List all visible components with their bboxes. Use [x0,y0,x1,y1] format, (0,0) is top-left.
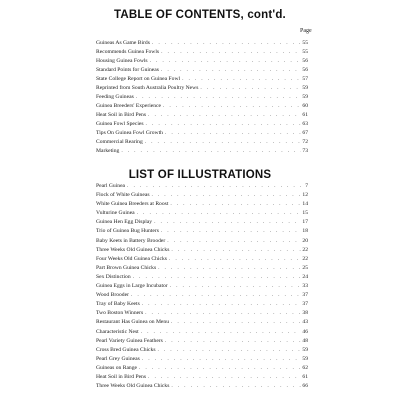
dot-leader [167,255,301,264]
illustration-entry-page-number: 61 [302,373,308,380]
toc-entry-title: Tips On Guinea Fowl Growth [96,130,163,136]
dot-leader [168,200,301,209]
illustration-entry-page-number: 22 [302,255,308,262]
dot-leader [129,291,301,300]
dot-leader [119,147,301,156]
illustration-entry-page-number: 37 [302,301,308,308]
illustration-entry [96,337,308,346]
dot-leader [134,93,301,102]
illustration-entry-page-number: 20 [302,237,308,244]
illustration-entry [96,264,308,273]
dot-leader [139,328,301,337]
illustration-entry [96,209,308,218]
illustration-entry [96,328,308,337]
toc-entry-title: Commercial Rearing [96,139,143,145]
dot-leader [125,182,301,191]
toc-entry [96,84,308,93]
illustration-entry [96,382,308,391]
dot-leader [137,364,301,373]
dot-leader [143,309,301,318]
illustration-entry-title: Three Weeks Old Guinea Chicks [96,246,170,253]
illustration-entry-title: Four Weeks Old Guinea Chicks [96,255,167,262]
toc-entry-page-number: 56 [302,58,308,64]
illustration-entry-title: Sex Distinction [96,273,131,280]
toc-entry [96,147,308,156]
illustration-entry-title: Pearl Variety Guinea Feathers [96,337,163,344]
toc-entry-title: Guinea Breeders' Experience [96,103,161,109]
illustration-entry [96,355,308,364]
dot-leader [143,138,301,147]
illustration-entry-title: Vulturine Guinea [96,210,135,217]
toc-entry-page-number: 63 [302,121,308,127]
dot-leader [165,237,301,246]
dot-leader [169,382,301,391]
illustration-entry-title: Flock of White Guineas [96,192,150,199]
illustration-entry-title: Three Weeks Old Guinea Chicks [96,383,170,390]
dot-leader [163,129,301,138]
dot-leader [161,102,301,111]
illustration-entry [96,227,308,236]
illustration-entry-title: Guineas on Range [96,364,138,371]
toc-entry-page-number: 60 [302,103,308,109]
illustration-entry [96,364,308,373]
toc-entry [96,57,308,66]
dot-leader [146,111,301,120]
illustration-entry [96,373,308,382]
dot-leader [159,227,301,236]
toc-entry-title: Standard Points for Guineas [96,67,159,73]
illustration-entry-title: Characteristic Nest [96,328,139,335]
toc-entry-title: Reprinted from South Australia Poultry News [96,85,199,91]
illustration-entry [96,246,308,255]
illustration-entry-page-number: 22 [302,246,308,253]
dot-leader [131,273,301,282]
toc-entry-title: Feeding Guineas [96,94,134,100]
dot-leader [152,218,301,227]
illustration-entry-page-number: 43 [302,319,308,326]
toc-entry [96,48,308,57]
illustration-entry-title: Cross Bred Guinea Chicks [96,346,156,353]
illustration-entry-page-number: 59 [302,355,308,362]
toc-entry-page-number: 55 [302,40,308,46]
toc-entry-title: Heat Soil in Bird Pens [96,112,147,118]
toc-entry-title: Marketing [96,148,120,154]
toc-entry [96,102,308,111]
dot-leader [150,191,302,200]
illustration-entry-title: Trio of Guinea Bug Hunters [96,228,159,235]
illustration-entry-page-number: 15 [302,210,308,217]
toc-entry-page-number: 72 [302,139,308,145]
toc-entry-page-number: 67 [302,130,308,136]
toc-entry-title: Guineas As Game Birds [96,40,150,46]
illustration-entry-page-number: 38 [302,310,308,317]
toc-entry [96,93,308,102]
illustrations-heading: LIST OF ILLUSTRATIONS [128,169,272,181]
illustration-entry-title: Two Boston Winners [96,310,144,317]
illustration-entry-page-number: 59 [302,346,308,353]
illustration-entry-page-number: 18 [302,228,308,235]
illustration-entry-page-number: 17 [302,219,308,226]
toc-entry-page-number: 59 [302,94,308,100]
dot-leader [140,300,301,309]
toc-entry [96,129,308,138]
toc-list [96,39,308,156]
toc-entry [96,66,308,75]
illustration-entry-page-number: 37 [302,292,308,299]
illustration-entry-page-number: 12 [302,192,308,199]
toc-entry-page-number: 57 [302,76,308,82]
toc-entry [96,120,308,129]
illustration-entry-page-number: 46 [302,328,308,335]
toc-entry [96,111,308,120]
dot-leader [148,57,301,66]
dot-leader [135,209,301,218]
illustration-entry-title: White Guinea Breeders at Roost [96,201,169,208]
illustration-entry [96,300,308,309]
illustration-entry-title: Pearl Guinea [96,183,126,189]
toc-entry-page-number: 61 [302,112,308,118]
dot-leader [146,373,301,382]
illustration-entry [96,309,308,318]
dot-leader [169,246,301,255]
illustration-entry-title: Baby Keets in Battery Brooder [96,237,166,244]
illustration-entry [96,200,308,209]
illustration-entry [96,346,308,355]
illustration-entry-page-number: 7 [305,183,308,189]
illustration-entry [96,255,308,264]
dot-leader [144,120,301,129]
page-column-label: Page [300,28,312,34]
toc-entry-title: Recommends Guinea Fowls [96,49,160,55]
dot-leader [168,282,301,291]
toc-entry-title: State College Report on Guinea Fowl [96,76,181,82]
illustration-entry-page-number: 48 [302,337,308,344]
illustration-entry-title: Pearl Grey Guineas [96,355,140,362]
toc-entry-page-number: 56 [302,67,308,73]
illustration-entry [96,218,308,227]
illustration-entry [96,273,308,282]
dot-leader [156,264,301,273]
illustration-entry [96,237,308,246]
toc-entry-page-number: 55 [302,49,308,55]
illustration-entry-title: Guinea Hen Egg Display [96,219,153,226]
toc-entry-page-number: 59 [302,85,308,91]
dot-leader [169,318,301,327]
toc-entry [96,75,308,84]
illustration-entry [96,318,308,327]
illustration-entry-title: Part Brown Guinea Chicks [96,264,157,271]
illustration-entry-title: Guinea Eggs in Large Incubator [96,283,168,290]
illustration-entry [96,191,308,200]
toc-entry [96,39,308,48]
illustration-entry-page-number: 33 [302,283,308,290]
illustration-entry-title: Tray of Baby Keets [96,301,140,308]
dot-leader [163,337,301,346]
illustration-entry [96,282,308,291]
dot-leader [140,355,301,364]
toc-entry-title: Guinea Fowl Species [96,121,144,127]
toc-entry [96,138,308,147]
toc-heading: TABLE OF CONTENTS, cont'd. [114,9,286,21]
illustration-entry-title: Restaurant Has Guinea on Menu [96,319,170,326]
toc-entry-page-number: 73 [302,148,308,154]
illustrations-list [96,182,308,391]
toc-entry-title: Housing Guinea Fowls [96,58,148,64]
dot-leader [159,48,301,57]
illustration-entry-title: Wood Brooder [96,292,129,299]
illustration-entry [96,182,308,191]
illustration-entry-page-number: 62 [302,364,308,371]
illustration-entry-page-number: 66 [302,383,308,390]
illustration-entry-page-number: 14 [302,201,308,208]
illustration-entry-page-number: 24 [302,273,308,280]
dot-leader [150,39,301,48]
illustration-entry [96,291,308,300]
dot-leader [156,346,301,355]
illustration-entry-page-number: 25 [302,264,308,271]
dot-leader [159,66,301,75]
dot-leader [180,75,301,84]
illustration-entry-title: Heat Soil in Bird Pens [96,373,147,380]
dot-leader [198,84,301,93]
